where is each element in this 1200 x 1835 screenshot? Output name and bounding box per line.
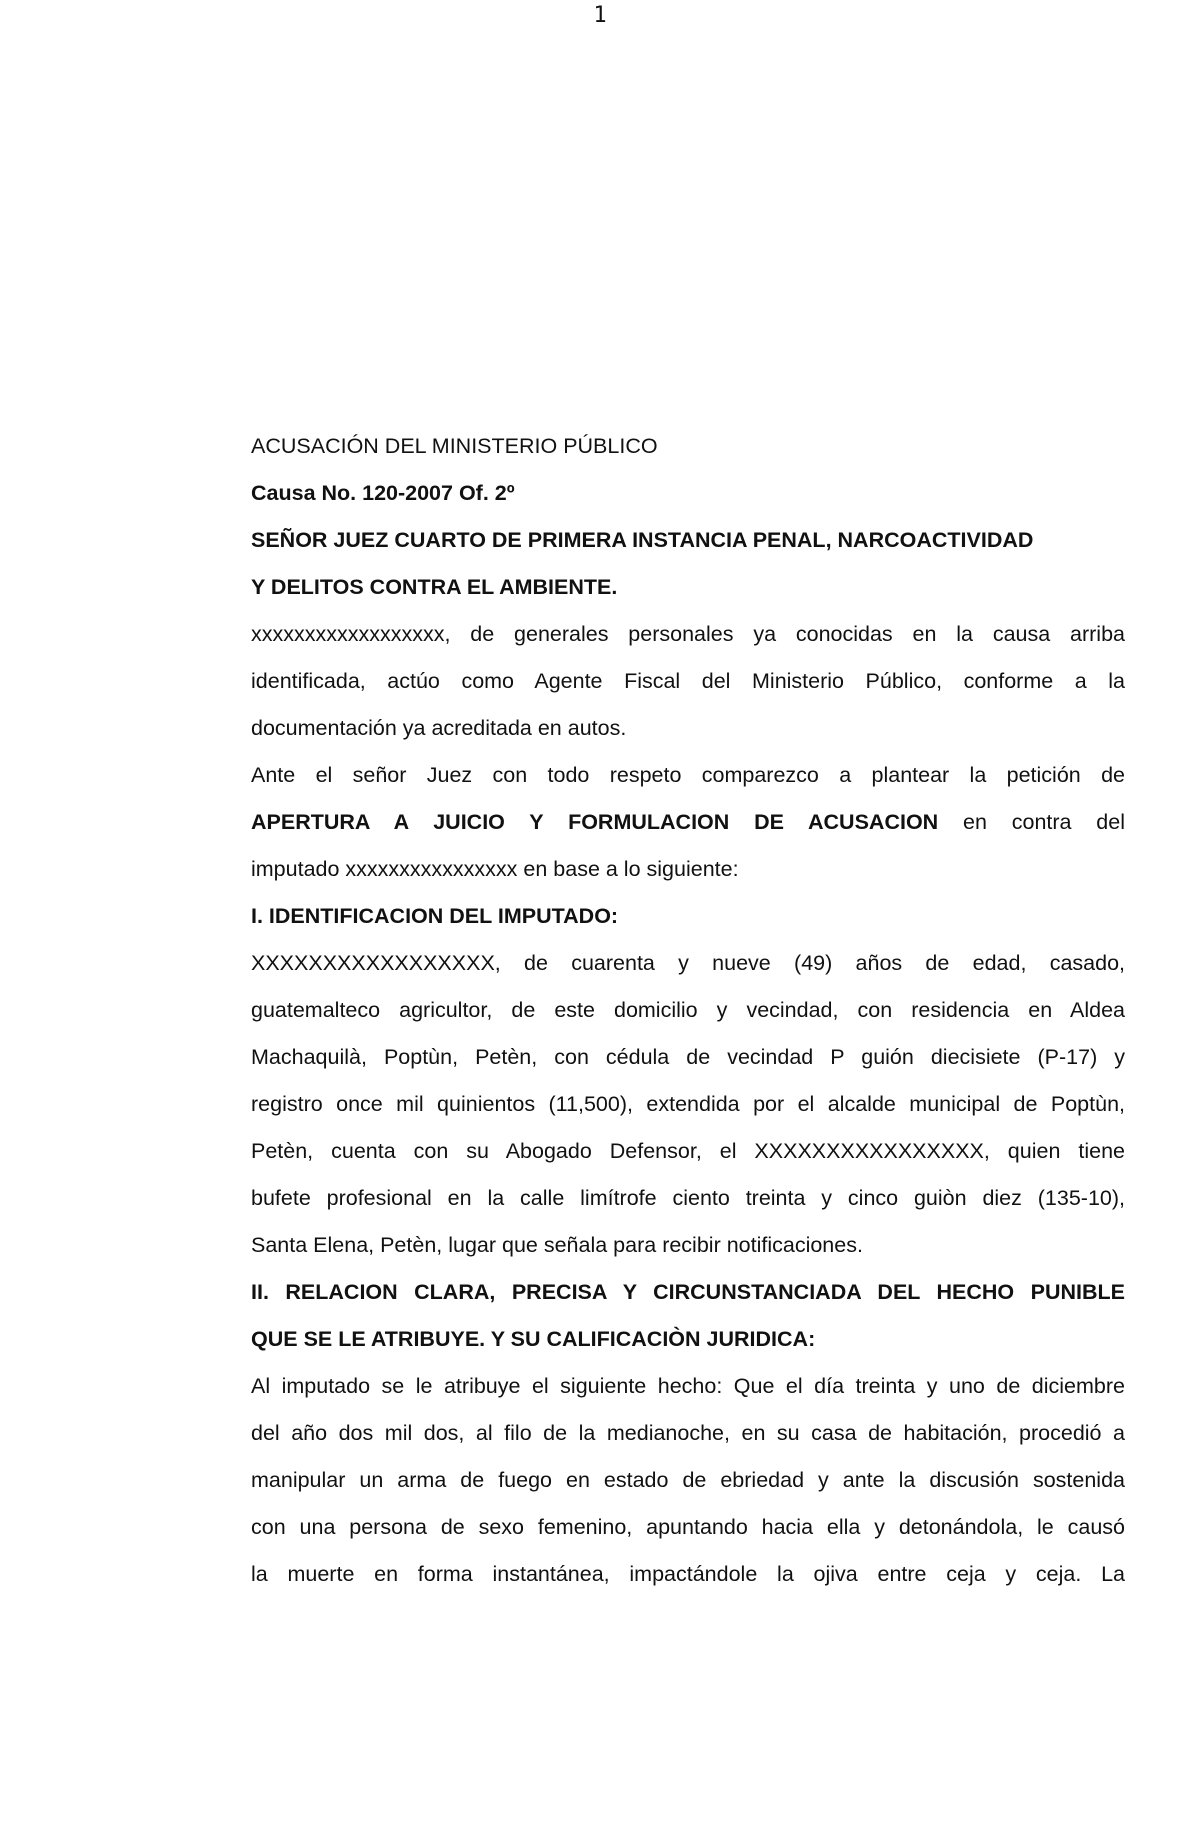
intro-line: xxxxxxxxxxxxxxxxxx, de generales personales ya conocidas en la causa arriba: [251, 622, 1125, 646]
petition-line: imputado xxxxxxxxxxxxxxxx en base a lo siguiente:: [251, 857, 739, 881]
section-2-heading-line-1: II. RELACION CLARA, PRECISA Y CIRCUNSTANCIADA DEL HECHO PUNIBLE: [251, 1280, 1125, 1304]
petition-line: [251, 799, 1125, 846]
addressee-line-1: SEÑOR JUEZ CUARTO DE PRIMERA INSTANCIA PENAL, NARCOACTIVIDAD: [251, 528, 1034, 552]
petition-request-bold: APERTURA A JUICIO Y FORMULACION DE ACUSACION: [251, 810, 939, 834]
section-1-line: bufete profesional en la calle limítrofe ciento treinta y cinco guiòn diez (135-10),: [251, 1186, 1125, 1210]
section-2-line: Al imputado se le atribuye el siguiente hecho: Que el día treinta y uno de diciembre: [251, 1374, 1125, 1398]
section-2-line: la muerte en forma instantánea, impactándole la ojiva entre ceja y ceja. La: [251, 1562, 1125, 1586]
section-2-line: del año dos mil dos, al filo de la medianoche, en su casa de habitación, procedió a: [251, 1421, 1125, 1445]
page-number: 1: [593, 3, 607, 28]
intro-line: identificada, actúo como Agente Fiscal del Ministerio Público, conforme a la: [251, 669, 1125, 693]
intro-line: documentación ya acreditada en autos.: [251, 716, 627, 740]
section-2-line: manipular un arma de fuego en estado de ebriedad y ante la discusión sostenida: [251, 1468, 1125, 1492]
section-1-line: Santa Elena, Petèn, lugar que señala para recibir notificaciones.: [251, 1233, 863, 1257]
section-2-line: con una persona de sexo femenino, apuntando hacia ella y detonándola, le causó: [251, 1515, 1125, 1539]
section-1-line: guatemalteco agricultor, de este domicilio y vecindad, con residencia en Aldea: [251, 998, 1125, 1022]
section-1-line: XXXXXXXXXXXXXXXXX, de cuarenta y nueve (49) años de edad, casado,: [251, 951, 1125, 975]
case-number: Causa No. 120-2007 Of. 2º: [251, 481, 515, 505]
petition-line: Ante el señor Juez con todo respeto comparezco a plantear la petición de: [251, 763, 1125, 787]
document-title: ACUSACIÓN DEL MINISTERIO PÚBLICO: [251, 434, 658, 458]
petition-line-rest: en contra del: [938, 810, 1125, 834]
section-1-line: Machaquilà, Poptùn, Petèn, con cédula de vecindad P guión diecisiete (P-17) y: [251, 1045, 1125, 1069]
section-1-line: Petèn, cuenta con su Abogado Defensor, el XXXXXXXXXXXXXXXX, quien tiene: [251, 1139, 1125, 1163]
section-1-line: registro once mil quinientos (11,500), extendida por el alcalde municipal de Poptùn,: [251, 1092, 1125, 1116]
document-body: [251, 423, 1125, 1598]
section-2-heading-line-2: QUE SE LE ATRIBUYE. Y SU CALIFICACIÒN JURIDICA:: [251, 1327, 816, 1351]
section-1-heading: I. IDENTIFICACION DEL IMPUTADO:: [251, 904, 619, 928]
addressee-line-2: Y DELITOS CONTRA EL AMBIENTE.: [251, 575, 618, 599]
